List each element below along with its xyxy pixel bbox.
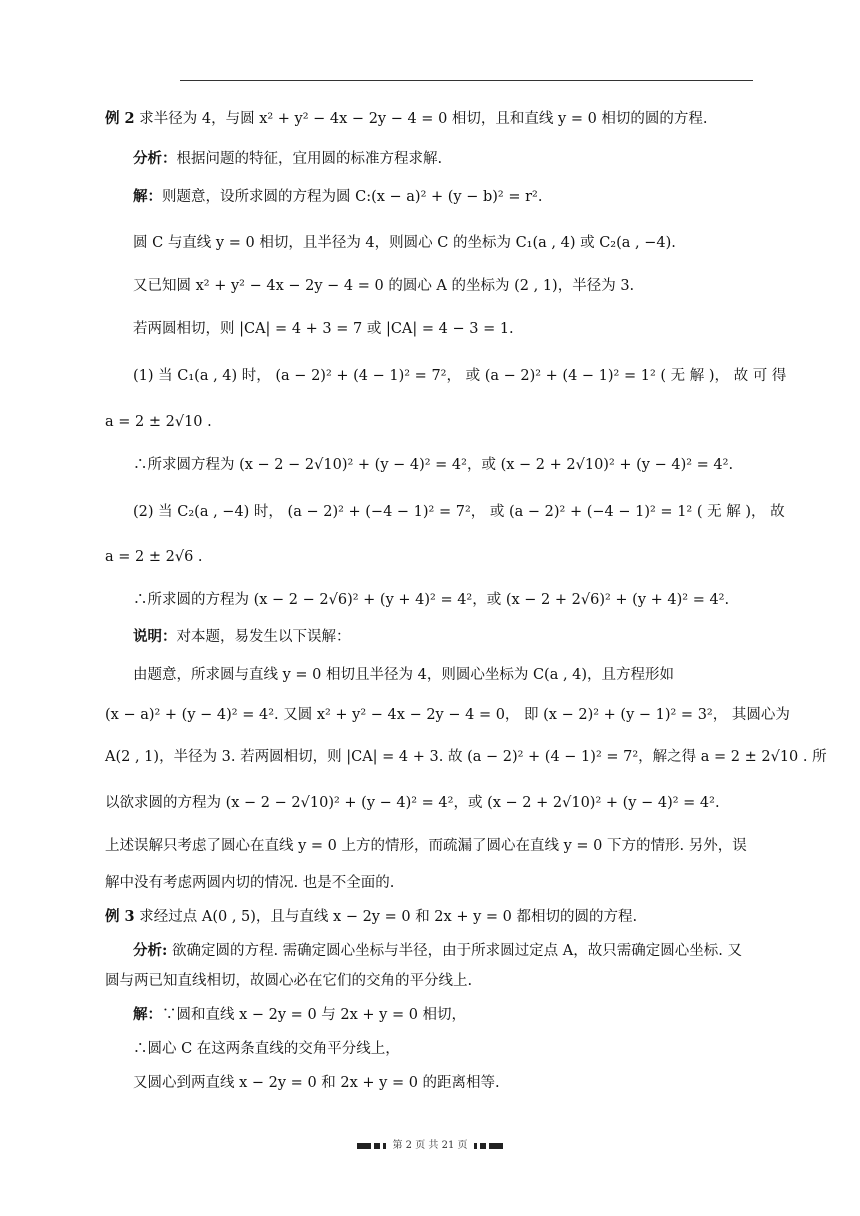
footer-ornament — [357, 1143, 371, 1149]
footer-ornament — [474, 1143, 477, 1149]
analysis-line: 分析: 欲确定圆的方程. 需确定圆心坐标与半径，由于所求圆过定点 A，故只需确定圆心坐标. 又 — [133, 942, 742, 959]
example-2-heading: 例 2 求半径为 4，与圆 x² + y² − 4x − 2y − 4 = 0 相切，且和直线 y = 0 相切的圆的方程. — [105, 110, 708, 127]
header-rule — [180, 80, 753, 81]
note-line: 说明：对本题，易发生以下误解： — [133, 628, 351, 645]
case-2-line: (2) 当 C₂(a , −4) 时， (a − 2)² + (−4 − 1)² = 7²， 或 (a − 2)² + (−4 − 1)² = 1² ( 无 解 )， 故 — [133, 504, 785, 520]
body-line: ∴圆心 C 在这两条直线的交角平分线上， — [133, 1041, 400, 1057]
footer-ornament — [480, 1143, 486, 1149]
body-line: 又已知圆 x² + y² − 4x − 2y − 4 = 0 的圆心 A 的坐标为 (2 , 1)，半径为 3. — [133, 278, 635, 294]
body-line: 若两圆相切，则 |CA| = 4 + 3 = 7 或 |CA| = 4 − 3 = 1. — [133, 321, 514, 337]
body-line: (x − a)² + (y − 4)² = 4². 又圆 x² + y² − 4x − 2y − 4 = 0， 即 (x − 2)² + (y − 1)² = 3²， 其圆心为 — [105, 707, 790, 723]
body-line: 圆 C 与直线 y = 0 相切，且半径为 4，则圆心 C 的坐标为 C₁(a , 4) 或 C₂(a , −4). — [133, 235, 676, 251]
body-line: ∴所求圆的方程为 (x − 2 − 2√6)² + (y + 4)² = 4²，或 (x − 2 + 2√6)² + (y + 4)² = 4². — [133, 592, 730, 608]
body-line: 以欲求圆的方程为 (x − 2 − 2√10)² + (y − 4)² = 4²，或 (x − 2 + 2√10)² + (y − 4)² = 4². — [105, 795, 720, 811]
footer-ornament — [489, 1143, 503, 1149]
body-line: ∴所求圆方程为 (x − 2 − 2√10)² + (y − 4)² = 4²，或 (x − 2 + 2√10)² + (y − 4)² = 4². — [133, 457, 734, 473]
body-line: 解中没有考虑两圆内切的情况. 也是不全面的. — [105, 875, 395, 891]
footer-ornament — [383, 1143, 386, 1149]
page-number: 第 2 页 共 21 页 — [392, 1140, 468, 1151]
body-line: a = 2 ± 2√6 . — [105, 549, 203, 565]
case-1-line: (1) 当 C₁(a , 4) 时， (a − 2)² + (4 − 1)² = 7²， 或 (a − 2)² + (4 − 1)² = 1² ( 无 解 )， 故 可 得 — [133, 368, 787, 384]
solution-line: 解：∵圆和直线 x − 2y = 0 与 2x + y = 0 相切， — [133, 1006, 467, 1023]
footer-ornament — [374, 1143, 380, 1149]
body-line: 由题意，所求圆与直线 y = 0 相切且半径为 4，则圆心坐标为 C(a , 4)，且方程形如 — [133, 667, 675, 683]
body-line: 又圆心到两直线 x − 2y = 0 和 2x + y = 0 的距离相等. — [133, 1075, 500, 1091]
page-footer — [0, 1136, 860, 1151]
body-line: 上述误解只考虑了圆心在直线 y = 0 上方的情形，而疏漏了圆心在直线 y = 0 下方的情形. 另外，误 — [105, 838, 747, 854]
solution-line: 解：则题意，设所求圆的方程为圆 C:(x − a)² + (y − b)² = r². — [133, 188, 543, 205]
body-line: 圆与两已知直线相切，故圆心必在它们的交角的平分线上. — [105, 973, 473, 989]
body-line: A(2 , 1)，半径为 3. 若两圆相切，则 |CA| = 4 + 3. 故 (a − 2)² + (4 − 1)² = 7²，解之得 a = 2 ± 2√10 . 所 — [105, 749, 827, 765]
body-line: a = 2 ± 2√10 . — [105, 414, 212, 430]
analysis-line: 分析：根据问题的特征，宜用圆的标准方程求解. — [133, 150, 443, 167]
example-3-heading: 例 3 求经过点 A(0 , 5)，且与直线 x − 2y = 0 和 2x + y = 0 都相切的圆的方程. — [105, 908, 638, 925]
